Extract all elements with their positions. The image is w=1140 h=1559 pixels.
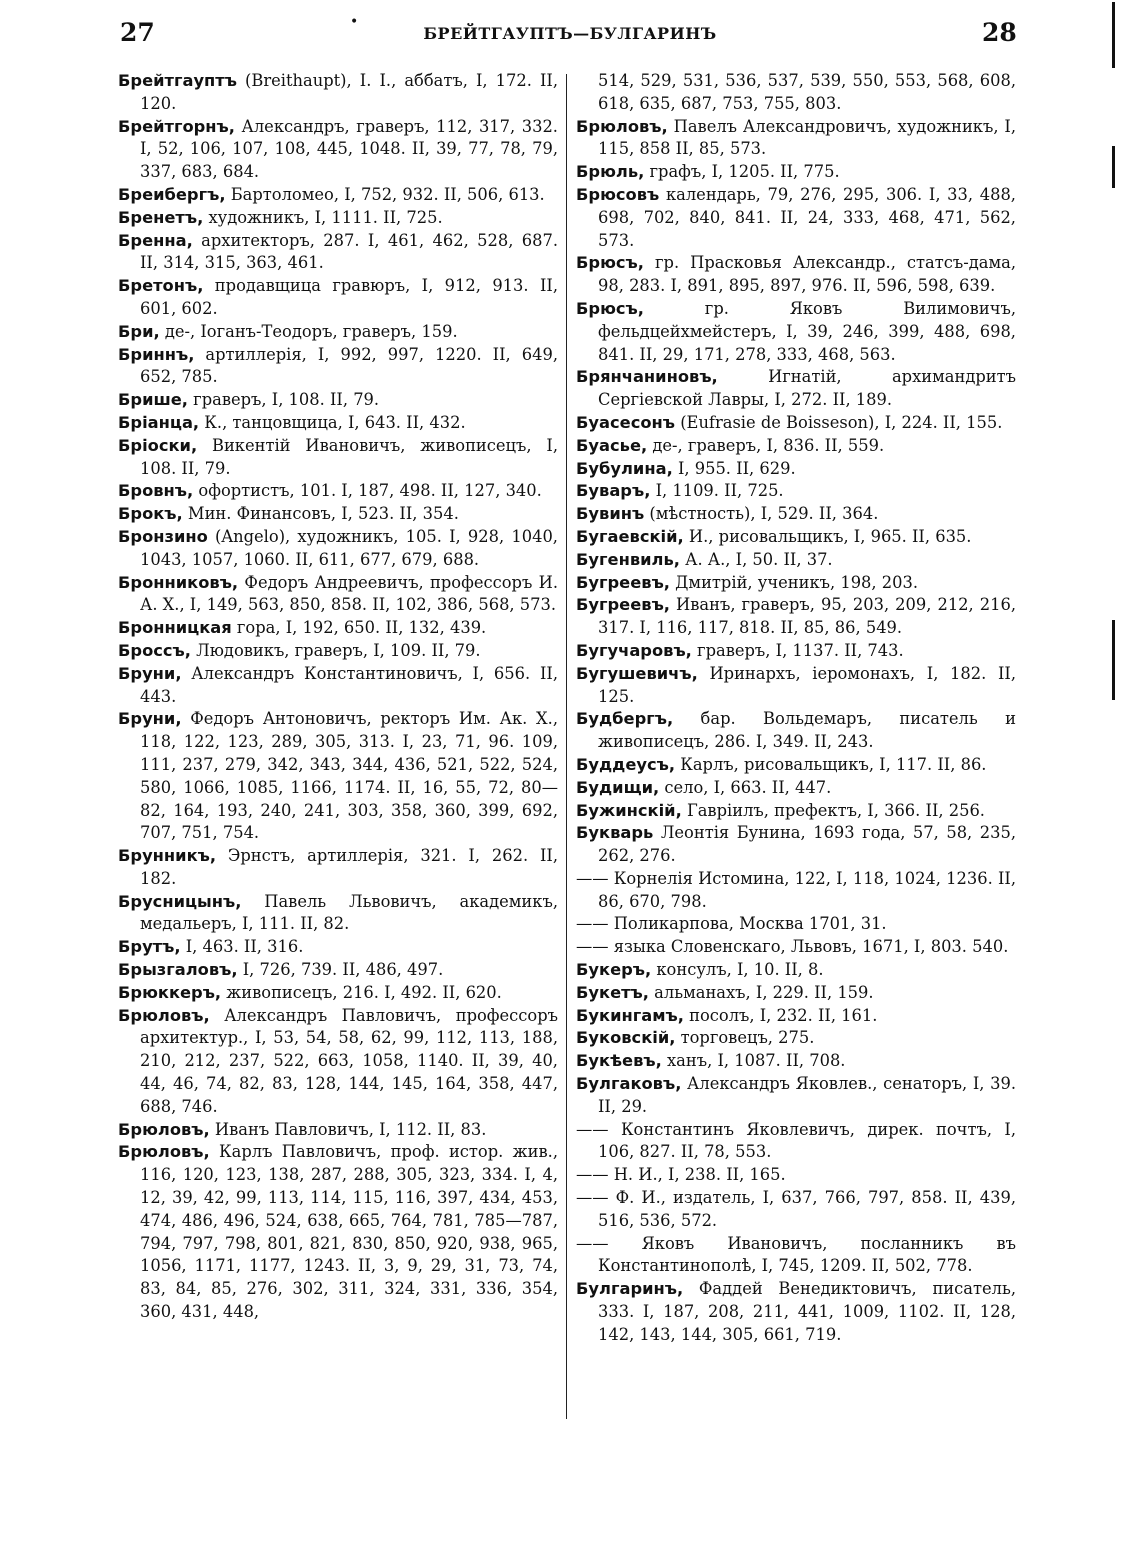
entry-headword: Брунникъ,	[118, 846, 217, 866]
entry-references: торговецъ, 275.	[675, 1028, 815, 1048]
entry-headword: Буваръ,	[576, 481, 651, 501]
index-entry	[576, 1278, 1016, 1346]
entry-references: Александръ Павловичъ, профессоръ архитектур., I, 53, 54, 58, 62, 99, 112, 113, 188, 210, 212, 237, 522, 663, 1058, 1140. II, 39, 40, 44, 46, 74, 82, 83, 128, 144, 145, 164, 358, 447, 688, 746.	[140, 1005, 558, 1116]
entry-headword: Букѣевъ,	[576, 1051, 662, 1071]
entry-headword: Брутъ,	[118, 937, 181, 957]
index-entry	[576, 480, 1016, 503]
entry-references: Иринархъ, іеромонахъ, I, 182. II, 125.	[598, 663, 1016, 706]
entry-references: К., танцовщица, I, 643. II, 432.	[199, 412, 466, 432]
entry-headword: Бубулина,	[576, 458, 673, 478]
entry-references: офортистъ, 101. I, 187, 498. II, 127, 340.	[193, 481, 542, 501]
index-entry	[576, 1119, 1016, 1165]
entry-headword: Будбергъ,	[576, 709, 674, 729]
entry-headword: Бувинъ	[576, 504, 645, 524]
index-entry	[576, 800, 1016, 823]
entry-references: Эрнстъ, артиллерія, 321. I, 262. II, 182.	[140, 846, 558, 888]
entry-references: языка Словенскаго, Львовъ, 1671, I, 803. 540.	[608, 937, 1009, 957]
entry-references: I, 1109. II, 725.	[650, 481, 784, 501]
index-entry	[118, 503, 558, 526]
entry-headword: Бугенвиль,	[576, 549, 680, 569]
entry-headword: Бронзино	[118, 526, 208, 546]
entry-references: Александръ, граверъ, 112, 317, 332. I, 52, 106, 107, 108, 445, 1048. II, 39, 77, 78, 79, 337, 683, 684.	[140, 116, 558, 182]
index-entry	[576, 822, 1016, 868]
entry-references: Дмитрій, ученикъ, 198, 203.	[670, 572, 919, 592]
index-entry	[118, 70, 558, 116]
entry-headword: Бугучаровъ,	[576, 640, 692, 660]
index-entry	[576, 777, 1016, 800]
index-entry	[576, 412, 1016, 435]
entry-headword: Брюсъ,	[576, 253, 644, 273]
entry-references: Иванъ Павловичъ, I, 112. II, 83.	[209, 1119, 487, 1139]
index-entry	[576, 1164, 1016, 1187]
entry-references: Мин. Финансовъ, I, 523. II, 354.	[182, 504, 459, 524]
entry-references: Игнатій, архимандритъ Сергіевской Лавры, I, 272. II, 189.	[598, 367, 1016, 410]
entry-headword: ——	[576, 1188, 609, 1208]
index-entry	[576, 663, 1016, 709]
index-entry	[576, 549, 1016, 572]
entry-references: (Angelo), художникъ, 105. I, 928, 1040, 1043, 1057, 1060. II, 611, 677, 679, 688.	[140, 526, 558, 569]
index-entry	[118, 1005, 558, 1119]
entry-references: артиллерія, I, 992, 997, 1220. II, 649, 652, 785.	[140, 344, 558, 387]
index-entry	[576, 640, 1016, 663]
entry-headword: Бугушевичъ,	[576, 663, 698, 683]
entry-headword: Буасесонъ	[576, 412, 676, 432]
entry-headword: Бренетъ,	[118, 207, 204, 227]
index-entry	[576, 1027, 1016, 1050]
entry-headword: Брейтгауптъ	[118, 71, 237, 90]
entry-references: архитекторъ, 287. I, 461, 462, 528, 687. II, 314, 315, 363, 461.	[140, 230, 558, 273]
entry-references: (Breithaupt), I. I., аббатъ, I, 172. II, 120.	[140, 71, 558, 113]
entry-headword: Бронницкая	[118, 618, 232, 638]
entry-references: Яковъ Ивановичъ, посланникъ въ Константинополѣ, I, 745, 1209. II, 502, 778.	[598, 1233, 1016, 1276]
index-entry	[576, 503, 1016, 526]
right-page-number: 28	[982, 18, 1017, 47]
entry-headword: Бруни,	[118, 663, 182, 683]
entry-references: живописецъ, 216. I, 492. II, 620.	[221, 982, 502, 1002]
entry-references: Александръ Яковлев., сенаторъ, I, 39. II, 29.	[598, 1074, 1016, 1116]
entry-headword: ——	[576, 1119, 609, 1139]
entry-references: альманахъ, I, 229. II, 159.	[648, 982, 874, 1002]
entry-headword: Бриннъ,	[118, 344, 195, 364]
entry-headword: Брызгаловъ,	[118, 960, 238, 980]
index-entry	[576, 70, 1016, 116]
left-column	[118, 70, 558, 1324]
entry-references: ханъ, I, 1087. II, 708.	[661, 1051, 846, 1071]
index-entry	[576, 1050, 1016, 1073]
entry-headword: Брокъ,	[118, 504, 183, 524]
index-entry	[576, 435, 1016, 458]
entry-references: Поликарпова, Москва 1701, 31.	[608, 914, 887, 934]
entry-headword: Булгаринъ,	[576, 1279, 684, 1299]
index-entry	[118, 275, 558, 321]
entry-headword: Брюловъ,	[118, 1142, 210, 1162]
entry-headword: Буасье,	[576, 435, 648, 455]
entry-references: Александръ Константиновичъ, I, 656. II, 443.	[140, 663, 558, 706]
entry-references: Павель Львовичъ, академикъ, медальеръ, I, 111. II, 82.	[140, 891, 558, 934]
index-entry	[576, 1233, 1016, 1279]
entry-headword: Брюловъ,	[118, 1119, 210, 1139]
page-header	[0, 14, 1140, 54]
entry-headword: Бріоски,	[118, 435, 198, 455]
entry-headword: Брюловъ,	[118, 1005, 210, 1025]
index-entry	[118, 936, 558, 959]
entry-references: I, 463. II, 316.	[180, 937, 304, 957]
index-entry	[576, 754, 1016, 777]
entry-references: (мѣстность), I, 529. II, 364.	[644, 504, 879, 524]
index-entry	[576, 1187, 1016, 1233]
entry-headword: Бретонъ,	[118, 276, 204, 296]
entry-headword: ——	[576, 868, 609, 888]
entry-references: художникъ, I, 1111. II, 725.	[203, 207, 443, 227]
entry-headword: Букингамъ,	[576, 1005, 684, 1025]
index-entry	[576, 298, 1016, 366]
entry-references: бар. Вольдемаръ, писатель и живописецъ, 286. I, 349. II, 243.	[598, 709, 1016, 752]
entry-references: Карлъ Павловичъ, проф. истор. жив., 116, 120, 123, 138, 287, 288, 305, 323, 334. I, 4, 12, 39, 42, 99, 113, 114, 115, 116, 397, 434, 453, 474, 486, 496, 524, 638, 665, 764, 781, 785—787, 794, 797, 798, 801, 821, 830, 850, 920, 938, 965, 1056, 1171, 1177, 1243. II, 3, 9, 29, 31, 73, 74, 83, 84, 85, 276, 302, 311, 324, 331, 336, 354, 360, 431, 448,	[140, 1142, 558, 1322]
entry-headword: Бруни,	[118, 709, 182, 729]
index-entry	[576, 366, 1016, 412]
index-entry	[118, 663, 558, 709]
entry-headword: Бренна,	[118, 230, 193, 250]
entry-headword: Брейтгорнъ,	[118, 116, 235, 136]
entry-headword: Бреибергъ,	[118, 184, 226, 204]
index-entry	[118, 845, 558, 891]
entry-references: де-, Іоганъ-Теодоръ, граверъ, 159.	[159, 321, 458, 341]
entry-headword: Брише,	[118, 390, 188, 410]
binding-edge-mark	[1112, 146, 1115, 188]
index-entry	[118, 116, 558, 184]
entry-references: Людовикъ, граверъ, I, 109. II, 79.	[190, 640, 481, 660]
entry-headword: Будищи,	[576, 777, 660, 797]
index-entry	[576, 526, 1016, 549]
index-entry	[118, 480, 558, 503]
entry-references: Константинъ Яковлевичъ, дирек. почтъ, I, 106, 827. II, 78, 553.	[598, 1119, 1016, 1162]
entry-headword: ——	[576, 914, 609, 934]
entry-headword: Бугреевъ,	[576, 572, 670, 592]
index-entry	[576, 116, 1016, 162]
index-entry	[576, 708, 1016, 754]
index-entry	[576, 913, 1016, 936]
index-entry	[576, 252, 1016, 298]
index-entry	[576, 594, 1016, 640]
entry-references: I, 726, 739. II, 486, 497.	[237, 960, 444, 980]
index-entry	[576, 1073, 1016, 1119]
column-divider	[566, 74, 567, 1419]
entry-headword: Букварь	[576, 823, 654, 843]
entry-references: Павелъ Александровичъ, художникъ, I, 115, 858 II, 85, 573.	[598, 116, 1016, 159]
entry-references: консулъ, I, 10. II, 8.	[651, 960, 824, 980]
index-entry	[576, 936, 1016, 959]
entry-references: гр. Яковъ Вилимовичъ, фельдцейхмейстеръ, I, 39, 246, 399, 488, 698, 841. II, 29, 171, 278, 333, 468, 563.	[598, 298, 1016, 364]
entry-headword: Букетъ,	[576, 982, 649, 1002]
entry-headword: Брюсовъ	[576, 184, 660, 204]
entry-references: И., рисовальщикъ, I, 965. II, 635.	[683, 526, 972, 546]
index-entry	[118, 344, 558, 390]
entry-headword: Букеръ,	[576, 960, 652, 980]
entry-headword: Бровнъ,	[118, 481, 194, 501]
entry-references: I, 955. II, 629.	[672, 458, 796, 478]
index-entry	[118, 891, 558, 937]
entry-references: 514, 529, 531, 536, 537, 539, 550, 553, 568, 608, 618, 635, 687, 753, 755, 803.	[598, 71, 1016, 113]
right-column	[576, 70, 1016, 1347]
index-entry	[118, 412, 558, 435]
index-entry	[118, 1119, 558, 1142]
entry-headword: ——	[576, 1165, 609, 1185]
index-entry	[576, 982, 1016, 1005]
index-entry	[118, 321, 558, 344]
entry-references: Фаддей Венедиктовичъ, писатель, 333. I, 187, 208, 211, 441, 1009, 1102. II, 128, 142, 143, 144, 305, 661, 719.	[598, 1279, 1016, 1344]
entry-references: гр. Прасковья Александр., статсъ-дама, 98, 283. I, 891, 895, 897, 976. II, 596, 598, 639.	[598, 253, 1016, 296]
index-entry	[576, 184, 1016, 252]
entry-headword: Бріанца,	[118, 412, 200, 432]
index-entry	[118, 708, 558, 845]
entry-headword: Брюсъ,	[576, 298, 644, 318]
entry-headword: Бри,	[118, 321, 160, 341]
entry-references: Иванъ, граверъ, 95, 203, 209, 212, 216, 317. I, 116, 117, 818. II, 85, 86, 549.	[598, 595, 1016, 638]
entry-headword: Булгаковъ,	[576, 1074, 682, 1094]
running-head: БРЕЙТГАУПТЪ—БУЛГАРИНЪ	[423, 24, 717, 43]
entry-references: Карлъ, рисовальщикъ, I, 117. II, 86.	[675, 754, 987, 774]
entry-references: продавщица гравюръ, I, 912, 913. II, 601, 602.	[140, 276, 558, 318]
left-page-number: 27	[120, 18, 155, 47]
entry-references: Н. И., I, 238. II, 165.	[608, 1165, 786, 1185]
entry-references: Гавріилъ, префектъ, I, 366. II, 256.	[681, 800, 985, 820]
index-entry	[118, 959, 558, 982]
entry-headword: Брусницынъ,	[118, 891, 242, 911]
entry-references: А. А., I, 50. II, 37.	[679, 549, 833, 569]
index-entry	[576, 572, 1016, 595]
index-entry	[576, 458, 1016, 481]
entry-references: Ф. И., издатель, I, 637, 766, 797, 858. II, 439, 516, 536, 572.	[598, 1188, 1016, 1230]
entry-headword: Бронниковъ,	[118, 572, 239, 592]
index-entry	[118, 184, 558, 207]
entry-headword: Бугреевъ,	[576, 595, 670, 615]
index-entry	[576, 1005, 1016, 1028]
index-entry	[576, 868, 1016, 914]
entry-references: село, I, 663. II, 447.	[659, 777, 832, 797]
entry-headword: Брянчаниновъ,	[576, 367, 718, 387]
index-entry	[118, 1141, 558, 1323]
print-mark: •	[350, 14, 359, 30]
entry-references: Федоръ Андреевичъ, профессоръ И. А. Х., I, 149, 563, 850, 858. II, 102, 386, 568, 573.	[140, 572, 558, 615]
entry-references: Леонтія Бунина, 1693 года, 57, 58, 235, 262, 276.	[598, 823, 1016, 866]
entry-references: граверъ, I, 1137. II, 743.	[691, 640, 904, 660]
entry-references: Корнелія Истомина, 122, I, 118, 1024, 1236. II, 86, 670, 798.	[598, 868, 1016, 911]
index-entry	[118, 389, 558, 412]
entry-headword: Бужинскій,	[576, 800, 682, 820]
index-entry	[118, 435, 558, 481]
entry-references: де-, граверъ, I, 836. II, 559.	[647, 435, 885, 455]
entry-headword: Бугаевскій,	[576, 526, 684, 546]
entry-references: Викентій Ивановичъ, живописецъ, I, 108. II, 79.	[140, 435, 558, 478]
index-entry	[118, 617, 558, 640]
index-entry	[576, 161, 1016, 184]
binding-edge-mark	[1112, 2, 1115, 68]
entry-headword: Брюловъ,	[576, 116, 668, 136]
index-entry	[118, 982, 558, 1005]
binding-edge-mark	[1112, 620, 1115, 700]
index-entry	[118, 207, 558, 230]
entry-references: посолъ, I, 232. II, 161.	[683, 1005, 878, 1025]
entry-references: графъ, I, 1205. II, 775.	[644, 162, 840, 182]
entry-references: календарь, 79, 276, 295, 306. I, 33, 488, 698, 702, 840, 841. II, 24, 333, 468, 471, 562, 573.	[598, 184, 1016, 250]
index-entry	[576, 959, 1016, 982]
entry-references: (Eufrasie de Boisseson), I, 224. II, 155.	[675, 412, 1003, 432]
entry-headword: Буковскій,	[576, 1028, 676, 1048]
entry-headword: Броссъ,	[118, 640, 191, 660]
entry-references: Федоръ Антоновичъ, ректоръ Им. Ак. Х., 118, 122, 123, 289, 305, 313. I, 23, 71, 96. 109, 111, 237, 279, 342, 343, 344, 436, 521, 522, 524, 580, 1066, 1085, 1166, 1174. II, 16, 55, 72, 80—82, 164, 193, 240, 241, 303, 358, 360, 399, 692, 707, 751, 754.	[140, 709, 558, 843]
index-entry	[118, 640, 558, 663]
entry-headword: ——	[576, 937, 609, 957]
entry-headword: Буддеусъ,	[576, 754, 676, 774]
index-entry	[118, 526, 558, 572]
index-entry	[118, 572, 558, 618]
entry-headword: Брюль,	[576, 162, 645, 182]
entry-headword: ——	[576, 1233, 609, 1253]
entry-references: гора, I, 192, 650. II, 132, 439.	[231, 618, 487, 638]
index-entry	[118, 230, 558, 276]
entry-headword: Брюккеръ,	[118, 982, 222, 1002]
entry-references: Бартоломео, I, 752, 932. II, 506, 613.	[225, 184, 545, 204]
entry-references: граверъ, I, 108. II, 79.	[188, 390, 380, 410]
